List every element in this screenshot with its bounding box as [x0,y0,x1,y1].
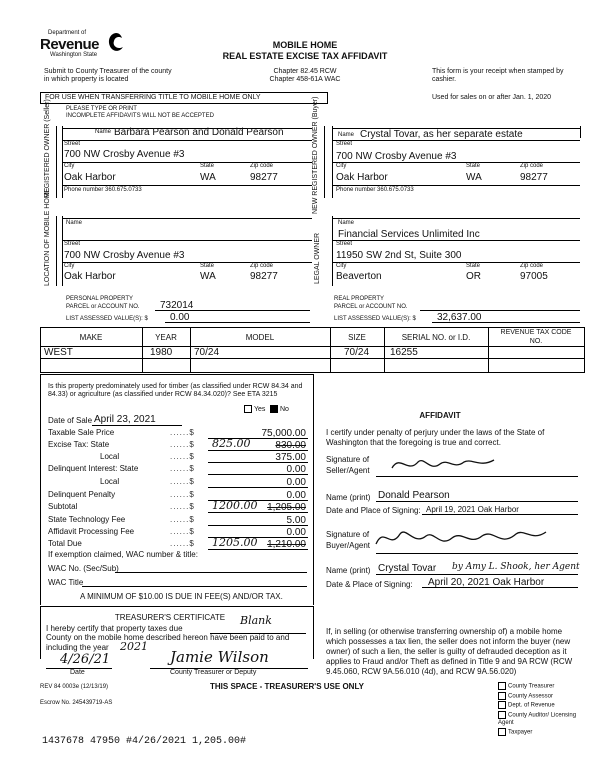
date-of-sale-label: Date of Sale [48,416,93,425]
side-label-buyer: NEW REGISTERED OWNER (Buyer) [312,96,319,214]
cell-make: WEST [44,347,73,358]
calc-label: Taxable Sale Price [48,428,115,437]
calc-value: 1,210.00 [267,539,306,550]
calc-value: 5.00 [286,515,306,526]
use-for-box [40,92,328,104]
buyer-street-label: Street [336,141,353,147]
buyer-date-place: April 20, 2021 Oak Harbor [428,577,545,588]
timber-yes-label: Yes [254,405,266,413]
buyer-state: WA [466,172,482,183]
legal-zip: 97005 [520,271,548,282]
timber-question: Is this property predominately used for timber (as classified under RCW 84.34 and 84.33) or agriculture (as classified under RCW 84.34.020)? See ETA 3215 [48,383,303,398]
calc-leader: ......$ [170,477,195,486]
personal-property-label: PERSONAL PROPERTY [66,296,134,302]
logo-name: Revenue [40,36,100,53]
timber-no[interactable] [270,405,289,413]
wac-title-label: WAC Title [48,578,84,587]
buyer-street: 700 NW Crosby Avenue #3 [336,151,457,162]
please-type: PLEASE TYPE OR PRINT [66,106,137,112]
personal-parcel-label: PARCEL or ACCOUNT NO. [66,304,140,310]
cell-model: 70/24 [194,347,220,358]
legal-state: OR [466,271,481,282]
seller-street: 700 NW Crosby Avenue #3 [64,149,185,160]
calc-value: 830.00 [275,440,306,451]
calc-value: 0.00 [286,527,306,538]
seller-print-label: Name (print) [326,493,371,502]
legal-name-label: Name [338,220,355,226]
calc-label: Delinquent Interest: State [48,464,139,473]
cell-serial: 16255 [390,347,418,358]
seller-name-label: Name [95,129,112,135]
checkbox-icon[interactable] [498,728,506,736]
timber-no-label: No [280,405,289,413]
location-state-label: State [200,263,215,269]
buyer-name-label: Name [338,132,355,138]
real-assessed-value: 32,637.00 [437,312,482,323]
calc-handwritten-value: 1205.00 [212,536,258,549]
buyer-city: Oak Harbor [336,172,388,183]
checkbox-icon[interactable] [498,682,506,690]
legal-state-label: State [466,263,481,269]
treasurer-line1: I hereby certify that property taxes due [46,624,183,633]
dor-swirl-icon [106,32,126,54]
legal-zip-label: Zip code [520,263,544,269]
location-city: Oak Harbor [64,271,116,282]
buyer-name: Crystal Tovar, as her separate estate [360,129,523,140]
lien-penalty-text: If, in selling (or otherwise transferring ownership of) a mobile home which possesses a tax lien, the seller does not inform the buyer (new owner) of such a lien, the seller is guilty of defrauded deception as it applies to Fraud and/or Theft as defined in Title 9 and 9A RCW (RCW 9.45.060, RCW 9A.56.010 (4d), and RCW 9A.56.020) [326,627,573,676]
checkbox-icon[interactable] [498,692,506,700]
seller-date-label: Date and Place of Signing: [326,506,421,515]
distribution-label: Dept. of Revenue [508,702,555,709]
col-year: YEAR [155,333,177,342]
side-label-location: LOCATION OF MOBILE HOME [44,187,51,286]
treasurer-heading: TREASURER'S CERTIFICATE [114,613,226,622]
location-zip: 98277 [250,271,278,282]
seller-print-name: Donald Pearson [378,490,450,501]
seller-state: WA [200,172,216,183]
seller-signature-label: Signature of Seller/Agent [326,455,370,475]
receipt-note: This form is your receipt when stamped by cashier. [432,68,564,83]
affidavit-text: I certify under penalty of perjury under the laws of the State of Washington that the foregoing is true and correct. [326,428,545,447]
treasurer-use-only: THIS SPACE - TREASURER'S USE ONLY [210,682,364,691]
treasurer-year: 2021 [120,640,148,653]
calc-leader: ......$ [170,440,195,449]
incomplete-note: INCOMPLETE AFFIDAVITS WILL NOT BE ACCEPTED [66,113,214,119]
buyer-print-label: Name (print) [326,566,371,575]
calc-leader: ......$ [170,527,195,536]
location-city-label: City [64,263,75,269]
calc-label: Local [100,452,120,461]
calc-label: Subtotal [48,502,78,511]
real-parcel-label: PARCEL or ACCOUNT NO. [334,304,408,310]
cell-size: 70/24 [344,347,370,358]
buyer-state-label: State [466,163,481,169]
buyer-signature-label: Signature of Buyer/Agent [326,530,371,550]
distribution-label: County Assessor [508,693,554,700]
legal-street-label: Street [336,241,353,247]
calc-value: 375.00 [275,452,306,463]
seller-date-place: April 19, 2021 Oak Harbor [426,505,519,514]
submit-note: Submit to County Treasurer of the county in which property is located [44,68,172,83]
calc-label: Excise Tax: State [48,440,110,449]
calc-value: 0.00 [286,477,306,488]
calc-label: Delinquent Penalty [48,490,116,499]
checkbox-icon[interactable] [498,701,506,709]
treasurer-sig-label: County Treasurer or Deputy [170,669,257,676]
buyer-print-agent: by Amy L. Shook, her Agent [452,562,580,572]
distribution-label: Taxpayer [508,729,533,736]
col-serial: SERIAL NO. or I.D. [401,333,471,342]
timber-yes[interactable] [244,405,265,413]
calc-label: Affidavit Processing Fee [48,527,135,536]
form-revision: REV 84 0003e (12/13/19) [40,684,109,690]
location-name-label: Name [66,220,83,226]
use-for-text: FOR USE WHEN TRANSFERRING TITLE TO MOBILE HOME ONLY [45,94,261,101]
seller-state-label: State [200,163,215,169]
seller-name: Barbara Pearson and Donald Pearson [114,127,284,138]
chapter-rcw: Chapter 82.45 RCW [273,68,337,75]
used-sales-date: Used for sales on or after Jan. 1, 2020 [432,94,552,101]
calc-label: State Technology Fee [48,515,126,524]
legal-city: Beaverton [336,271,382,282]
calc-leader: ......$ [170,452,195,461]
calc-handwritten-value: 825.00 [212,437,251,450]
calc-value: 0.00 [286,464,306,475]
escrow-no: Escrow No. 245439719-AS [40,700,113,706]
treasurer-line2: County on the mobile home described hereon have been paid to and including the year [46,633,290,652]
calc-handwritten-value: 1200.00 [212,499,258,512]
chapter-wac: Chapter 458-61A WAC [269,76,341,83]
distribution-item[interactable] [498,692,578,701]
distribution-item[interactable] [498,728,578,737]
location-state: WA [200,271,216,282]
location-street: 700 NW Crosby Avenue #3 [64,250,185,261]
buyer-phone: Phone number 360.675.0733 [336,187,414,193]
buyer-zip: 98277 [520,172,548,183]
seller-city-label: City [64,163,75,169]
form-title-2: REAL ESTATE EXCISE TAX AFFIDAVIT [222,51,388,61]
seller-street-label: Street [64,141,81,147]
seller-zip-label: Zip code [250,163,274,169]
dor-logo [40,30,130,66]
distribution-item[interactable] [498,682,578,691]
checkbox-icon[interactable] [498,711,506,719]
calc-leader: ......$ [170,490,195,499]
calc-label: Local [100,477,120,486]
buyer-city-label: City [336,163,347,169]
distribution-list [498,682,578,738]
treasurer-due: Blank [240,614,272,627]
form-title-1: MOBILE HOME [272,40,338,50]
distribution-item[interactable] [498,711,578,728]
treasurer-date-label: Date [70,669,85,676]
logo-state: Washington State [50,52,98,58]
location-zip-label: Zip code [250,263,274,269]
calc-value: 1,205.00 [267,502,306,513]
col-model: MODEL [245,333,275,342]
exemption-label: If exemption claimed, WAC number & title: [48,550,198,559]
calc-leader: ......$ [170,502,195,511]
treasurer-signature: Jamie Wilson [170,648,269,666]
minimum-note: A MINIMUM OF $10.00 IS DUE IN FEE(S) AND/OR TAX. [80,592,283,601]
calc-leader: ......$ [170,539,195,548]
seller-phone: Phone number 360.675.0733 [64,187,142,193]
calc-leader: ......$ [170,464,195,473]
calc-leader: ......$ [170,428,195,437]
logo-dept: Department of [48,30,87,36]
buyer-date-label: Date & Place of Signing: [326,580,413,589]
calc-label: Total Due [48,539,82,548]
distribution-label: County Treasurer [508,683,555,690]
wac-no-label: WAC No. (Sec/Sub) [48,564,119,573]
personal-parcel-no: 732014 [160,300,194,311]
location-street-label: Street [64,241,81,247]
real-property-label: REAL PROPERTY [334,296,385,302]
col-size: SIZE [348,333,366,342]
seller-zip: 98277 [250,172,278,183]
side-label-legal: LEGAL OWNER [314,232,321,284]
seller-city: Oak Harbor [64,172,116,183]
date-of-sale: April 23, 2021 [94,414,156,425]
personal-assessed-value: 0.00 [170,312,190,323]
buyer-zip-label: Zip code [520,163,544,169]
buyer-print-name: Crystal Tovar [378,563,437,574]
side-label-seller: REGISTERED OWNER (Seller) [44,99,51,198]
personal-assessed-label: LIST ASSESSED VALUE(S): $ [66,316,148,322]
cell-year: 1980 [150,347,173,358]
treasurer-date: 4/26/21 [60,652,111,667]
real-assessed-label: LIST ASSESSED VALUE(S): $ [334,316,416,322]
calc-value: 0.00 [286,490,306,501]
distribution-item[interactable] [498,701,578,710]
legal-name: Financial Services Unlimited Inc [338,229,480,240]
col-make: MAKE [79,333,103,342]
affidavit-heading: AFFIDAVIT [419,411,461,420]
col-revenue-code: REVENUE TAX CODE NO. [500,329,572,345]
cashier-stamp: 1437678 47950 #4/26/2021 1,205.00# [42,736,247,747]
calc-value: 75,000.00 [261,428,306,439]
calc-leader: ......$ [170,515,195,524]
distribution-label: County Auditor/ Licensing Agent [498,712,577,727]
legal-city-label: City [336,263,347,269]
legal-street: 11950 SW 2nd St, Suite 300 [336,250,462,261]
